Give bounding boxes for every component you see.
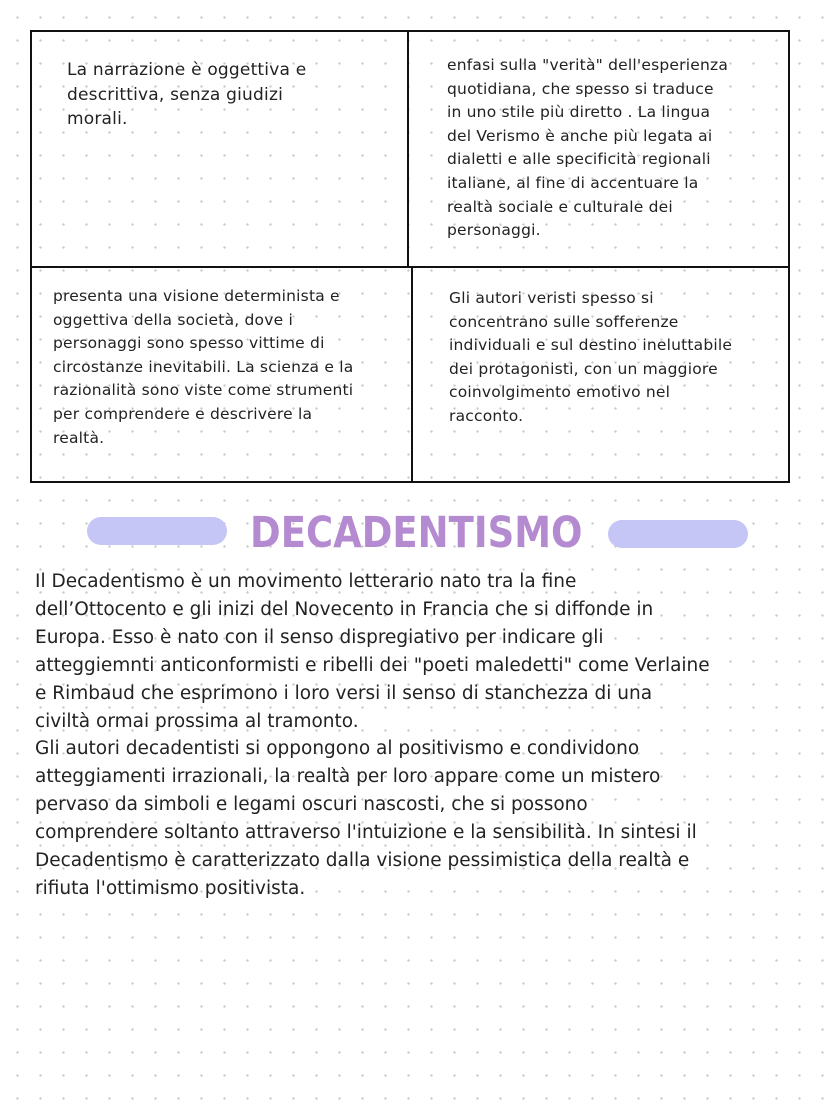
cell-line: individuali e sul destino ineluttabile — [449, 336, 733, 355]
cell-line: per comprendere e descrivere la — [53, 404, 313, 423]
body-line: civiltà ormai prossima al tramonto. — [35, 710, 359, 732]
body-line: comprendere soltanto attraverso l'intuizione e la sensibilità. In sintesi il — [35, 822, 697, 844]
cell-line: del Verismo è anche più legata ai — [447, 126, 713, 145]
cell-line: racconto. — [449, 406, 524, 425]
body-line: Gli autori decadentisti si oppongono al positivismo e condividono — [35, 738, 640, 760]
table-column-divider — [407, 30, 409, 268]
cell-line: Gli autori veristi spesso si — [449, 289, 654, 307]
cell-line: razionalità sono viste come strumenti — [53, 381, 354, 400]
decorative-pill-right — [608, 520, 748, 548]
cell-line: enfasi sulla "verità" dell'esperienza — [447, 56, 729, 74]
cell-line: circostanze inevitabili. La scienza e la — [53, 357, 354, 376]
body-line: Europa. Esso è nato con il senso dispregiativo per indicare gli — [35, 626, 604, 648]
cell-line: coinvolgimento emotivo nel — [449, 383, 671, 402]
cell-line: concentrano sulle sofferenze — [449, 312, 679, 331]
cell-line: presenta una visione determinista e — [53, 287, 340, 305]
cell-line: personaggi sono spesso vittime di — [53, 334, 325, 353]
table-cell-r2-left — [53, 285, 353, 450]
cell-line: realtà. — [53, 428, 105, 447]
body-line: atteggiamenti irrazionali, la realtà per loro appare come un mistero — [35, 766, 661, 788]
cell-line: descrittiva, senza giudizi — [67, 84, 283, 105]
body-line: dell’Ottocento e gli inizi del Novecento in Francia che si diffonde in — [35, 598, 654, 620]
body-line: atteggiemnti anticonformisti e ribelli dei "poeti maledetti" come Verlaine — [35, 654, 710, 676]
table-row-divider — [30, 266, 788, 268]
section-title: DECADENTISMO — [250, 508, 583, 558]
cell-line: dialetti e alle specificità regionali — [447, 150, 711, 169]
body-line: e Rimbaud che esprimono i loro versi il senso di stanchezza di una — [35, 682, 653, 704]
table-cell-r1-left — [67, 58, 306, 132]
body-line: Decadentismo è caratterizzato dalla visione pessimistica della realtà e — [35, 850, 690, 872]
cell-line: oggettiva della società, dove i — [53, 310, 293, 329]
decorative-pill-left — [87, 517, 227, 545]
cell-line: quotidiana, che spesso si traduce — [447, 79, 714, 98]
table-cell-r2-right — [449, 287, 732, 429]
cell-line: in uno stile più diretto . La lingua — [447, 103, 711, 122]
cell-line: italiane, al fine di accentuare la — [447, 173, 699, 192]
cell-line: realtà sociale e culturale dei — [447, 197, 673, 216]
body-line: Il Decadentismo è un movimento letterario nato tra la fine — [35, 571, 577, 592]
table-cell-r1-right — [447, 54, 728, 243]
body-line: pervaso da simboli e legami oscuri nascosti, che si possono — [35, 794, 588, 816]
cell-line: morali. — [67, 109, 128, 129]
body-line: rifiuta l'ottimismo positivista. — [35, 877, 306, 899]
cell-line: personaggi. — [447, 221, 541, 240]
table-column-divider — [411, 266, 413, 481]
cell-line: dei protagonisti, con un maggiore — [449, 359, 718, 378]
cell-line: La narrazione è oggettiva e — [67, 60, 307, 80]
body-paragraph — [35, 568, 710, 903]
